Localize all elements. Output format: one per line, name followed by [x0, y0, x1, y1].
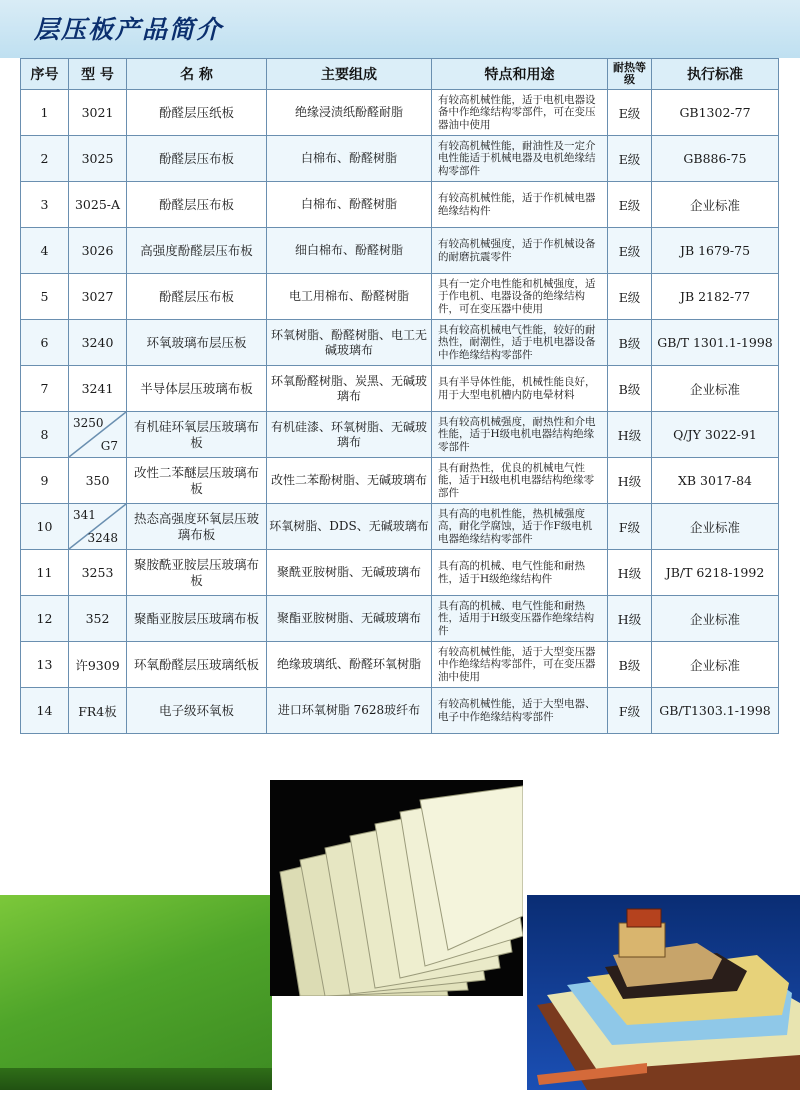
header-composition: 主要组成	[267, 59, 432, 90]
row-no: 3	[21, 182, 69, 228]
row-standard: 企业标准	[652, 366, 779, 412]
row-standard: 企业标准	[652, 642, 779, 688]
row-features: 有较高机械强度，适于作机械设备的耐磨抗震零件	[432, 228, 608, 274]
row-no: 8	[21, 412, 69, 458]
row-heat-grade: B级	[608, 366, 652, 412]
fanned-sheets-photo	[270, 780, 523, 996]
row-heat-grade: H级	[608, 458, 652, 504]
row-heat-grade: H级	[608, 596, 652, 642]
row-features: 有较高机械性能，适于大型变压器中作绝缘结构零部件，可在变压器油中使用	[432, 642, 608, 688]
row-heat-grade: E级	[608, 182, 652, 228]
row-model: 3021	[69, 90, 127, 136]
row-composition: 细白棉布、酚醛树脂	[267, 228, 432, 274]
row-composition: 电工用棉布、酚醛树脂	[267, 274, 432, 320]
table-row	[21, 596, 779, 642]
row-model: 3025	[69, 136, 127, 182]
row-composition: 有机硅漆、环氧树脂、无碱玻璃布	[267, 412, 432, 458]
row-composition: 绝缘玻璃纸、酚醛环氧树脂	[267, 642, 432, 688]
product-table	[20, 58, 779, 734]
row-standard: 企业标准	[652, 504, 779, 550]
row-model	[69, 412, 127, 458]
row-model: 许9309	[69, 642, 127, 688]
row-composition: 白棉布、酚醛树脂	[267, 182, 432, 228]
row-features: 具有高的机械、电气性能和耐热性，适用于H级变压器作绝缘结构件	[432, 596, 608, 642]
row-no: 7	[21, 366, 69, 412]
row-heat-grade: E级	[608, 228, 652, 274]
row-composition: 聚酯亚胺树脂、无碱玻璃布	[267, 596, 432, 642]
row-heat-grade: H级	[608, 550, 652, 596]
row-model: FR4板	[69, 688, 127, 734]
row-standard: JB 1679-75	[652, 228, 779, 274]
table-header-row	[21, 59, 779, 90]
row-model: 350	[69, 458, 127, 504]
title-banner	[0, 0, 800, 58]
row-features: 具有较高机械电气性能，较好的耐热性，耐潮性，适于电机电器设备中作绝缘结构零部件	[432, 320, 608, 366]
model-bottom: G7	[100, 439, 118, 453]
row-no: 9	[21, 458, 69, 504]
row-name: 环氧酚醛层压玻璃纸板	[127, 642, 267, 688]
table-row	[21, 412, 779, 458]
laminate-stack-graphic	[527, 895, 800, 1090]
row-name: 酚醛层压布板	[127, 136, 267, 182]
row-composition: 进口环氧树脂 7628玻纤布	[267, 688, 432, 734]
table-row	[21, 688, 779, 734]
model-top: 3250	[73, 416, 104, 430]
row-heat-grade: E级	[608, 90, 652, 136]
row-name: 环氧玻璃布层压板	[127, 320, 267, 366]
row-composition: 环氧树脂、酚醛树脂、电工无碱玻璃布	[267, 320, 432, 366]
green-laminate-photo	[0, 895, 272, 1090]
row-features: 具有一定介电性能和机械强度，适于作电机、电器设备的绝缘结构件，可在变压器中使用	[432, 274, 608, 320]
row-heat-grade: F级	[608, 688, 652, 734]
row-standard: 企业标准	[652, 596, 779, 642]
row-composition: 环氧树脂、DDS、无碱玻璃布	[267, 504, 432, 550]
row-no: 1	[21, 90, 69, 136]
row-features: 具有半导体性能，机械性能良好，用于大型电机槽内防电晕材料	[432, 366, 608, 412]
table-row	[21, 458, 779, 504]
row-name: 电子级环氧板	[127, 688, 267, 734]
header-no: 序号	[21, 59, 69, 90]
table-row	[21, 550, 779, 596]
row-model: 3026	[69, 228, 127, 274]
row-heat-grade: E级	[608, 136, 652, 182]
row-model	[69, 504, 127, 550]
row-standard: GB1302-77	[652, 90, 779, 136]
row-heat-grade: B级	[608, 320, 652, 366]
row-name: 改性二苯醚层压玻璃布板	[127, 458, 267, 504]
row-standard: Q/JY 3022-91	[652, 412, 779, 458]
row-composition: 环氧酚醛树脂、炭黑、无碱玻璃布	[267, 366, 432, 412]
row-name: 有机硅环氧层压玻璃布板	[127, 412, 267, 458]
row-features: 具有高的机械、电气性能和耐热性，适于H级绝缘结构件	[432, 550, 608, 596]
row-standard: GB886-75	[652, 136, 779, 182]
row-name: 半导体层压玻璃布板	[127, 366, 267, 412]
table-row	[21, 182, 779, 228]
row-no: 12	[21, 596, 69, 642]
header-name: 名 称	[127, 59, 267, 90]
row-model: 3025-A	[69, 182, 127, 228]
table-row	[21, 366, 779, 412]
model-top: 341	[73, 508, 96, 522]
laminate-edge	[0, 1068, 272, 1090]
row-model: 3241	[69, 366, 127, 412]
table-row	[21, 274, 779, 320]
row-no: 6	[21, 320, 69, 366]
row-name: 高强度酚醛层压布板	[127, 228, 267, 274]
row-no: 2	[21, 136, 69, 182]
table-row	[21, 90, 779, 136]
row-composition: 绝缘浸渍纸酚醛耐脂	[267, 90, 432, 136]
table-row	[21, 504, 779, 550]
row-heat-grade: E级	[608, 274, 652, 320]
row-name: 酚醛层压布板	[127, 274, 267, 320]
row-no: 10	[21, 504, 69, 550]
laminate-stack-photo	[527, 895, 800, 1090]
row-model: 3240	[69, 320, 127, 366]
row-name: 聚酯亚胺层压玻璃布板	[127, 596, 267, 642]
row-features: 有较高机械性能，适于作机械电器绝缘结构件	[432, 182, 608, 228]
row-features: 具有较高机械强度，耐热性和介电性能，适于H级电机电器结构绝缘零部件	[432, 412, 608, 458]
header-heat-grade: 耐热等级	[608, 59, 652, 90]
table-row	[21, 642, 779, 688]
row-name: 聚胺酰亚胺层压玻璃布板	[127, 550, 267, 596]
row-name: 酚醛层压布板	[127, 182, 267, 228]
row-model: 3253	[69, 550, 127, 596]
table-row	[21, 136, 779, 182]
row-features: 有较高机械性能，耐油性及一定介电性能适于机械电器及电机绝缘结构零部件	[432, 136, 608, 182]
page-title: 层压板产品简介	[34, 15, 224, 44]
row-standard: JB/T 6218-1992	[652, 550, 779, 596]
row-name: 酚醛层压纸板	[127, 90, 267, 136]
row-name: 热态高强度环氧层压玻璃布板	[127, 504, 267, 550]
row-no: 13	[21, 642, 69, 688]
row-heat-grade: B级	[608, 642, 652, 688]
row-standard: GB/T1303.1-1998	[652, 688, 779, 734]
model-bottom: 3248	[87, 531, 118, 545]
row-features: 具有耐热性，优良的机械电气性能，适于H级电机电器结构绝缘零部件	[432, 458, 608, 504]
row-features: 有较高机械性能，适于大型电器、电子中作绝缘结构零部件	[432, 688, 608, 734]
row-standard: JB 2182-77	[652, 274, 779, 320]
row-standard: 企业标准	[652, 182, 779, 228]
row-heat-grade: F级	[608, 504, 652, 550]
row-no: 11	[21, 550, 69, 596]
row-standard: GB/T 1301.1-1998	[652, 320, 779, 366]
row-model: 352	[69, 596, 127, 642]
row-no: 5	[21, 274, 69, 320]
product-table-container	[20, 58, 778, 738]
row-composition: 聚酰亚胺树脂、无碱玻璃布	[267, 550, 432, 596]
row-no: 4	[21, 228, 69, 274]
row-model: 3027	[69, 274, 127, 320]
row-composition: 白棉布、酚醛树脂	[267, 136, 432, 182]
header-model: 型 号	[69, 59, 127, 90]
row-heat-grade: H级	[608, 412, 652, 458]
row-composition: 改性二苯酚树脂、无碱玻璃布	[267, 458, 432, 504]
row-no: 14	[21, 688, 69, 734]
row-standard: XB 3017-84	[652, 458, 779, 504]
table-row	[21, 320, 779, 366]
header-standard: 执行标准	[652, 59, 779, 90]
row-features: 具有高的电机性能，热机械强度高，耐化学腐蚀，适于作F级电机电器绝缘结构零部件	[432, 504, 608, 550]
table-row	[21, 228, 779, 274]
header-features: 特点和用途	[432, 59, 608, 90]
fanned-sheets-graphic	[270, 780, 523, 996]
row-features: 有较高机械性能，适于电机电器设备中作绝缘结构零部件，可在变压器油中使用	[432, 90, 608, 136]
